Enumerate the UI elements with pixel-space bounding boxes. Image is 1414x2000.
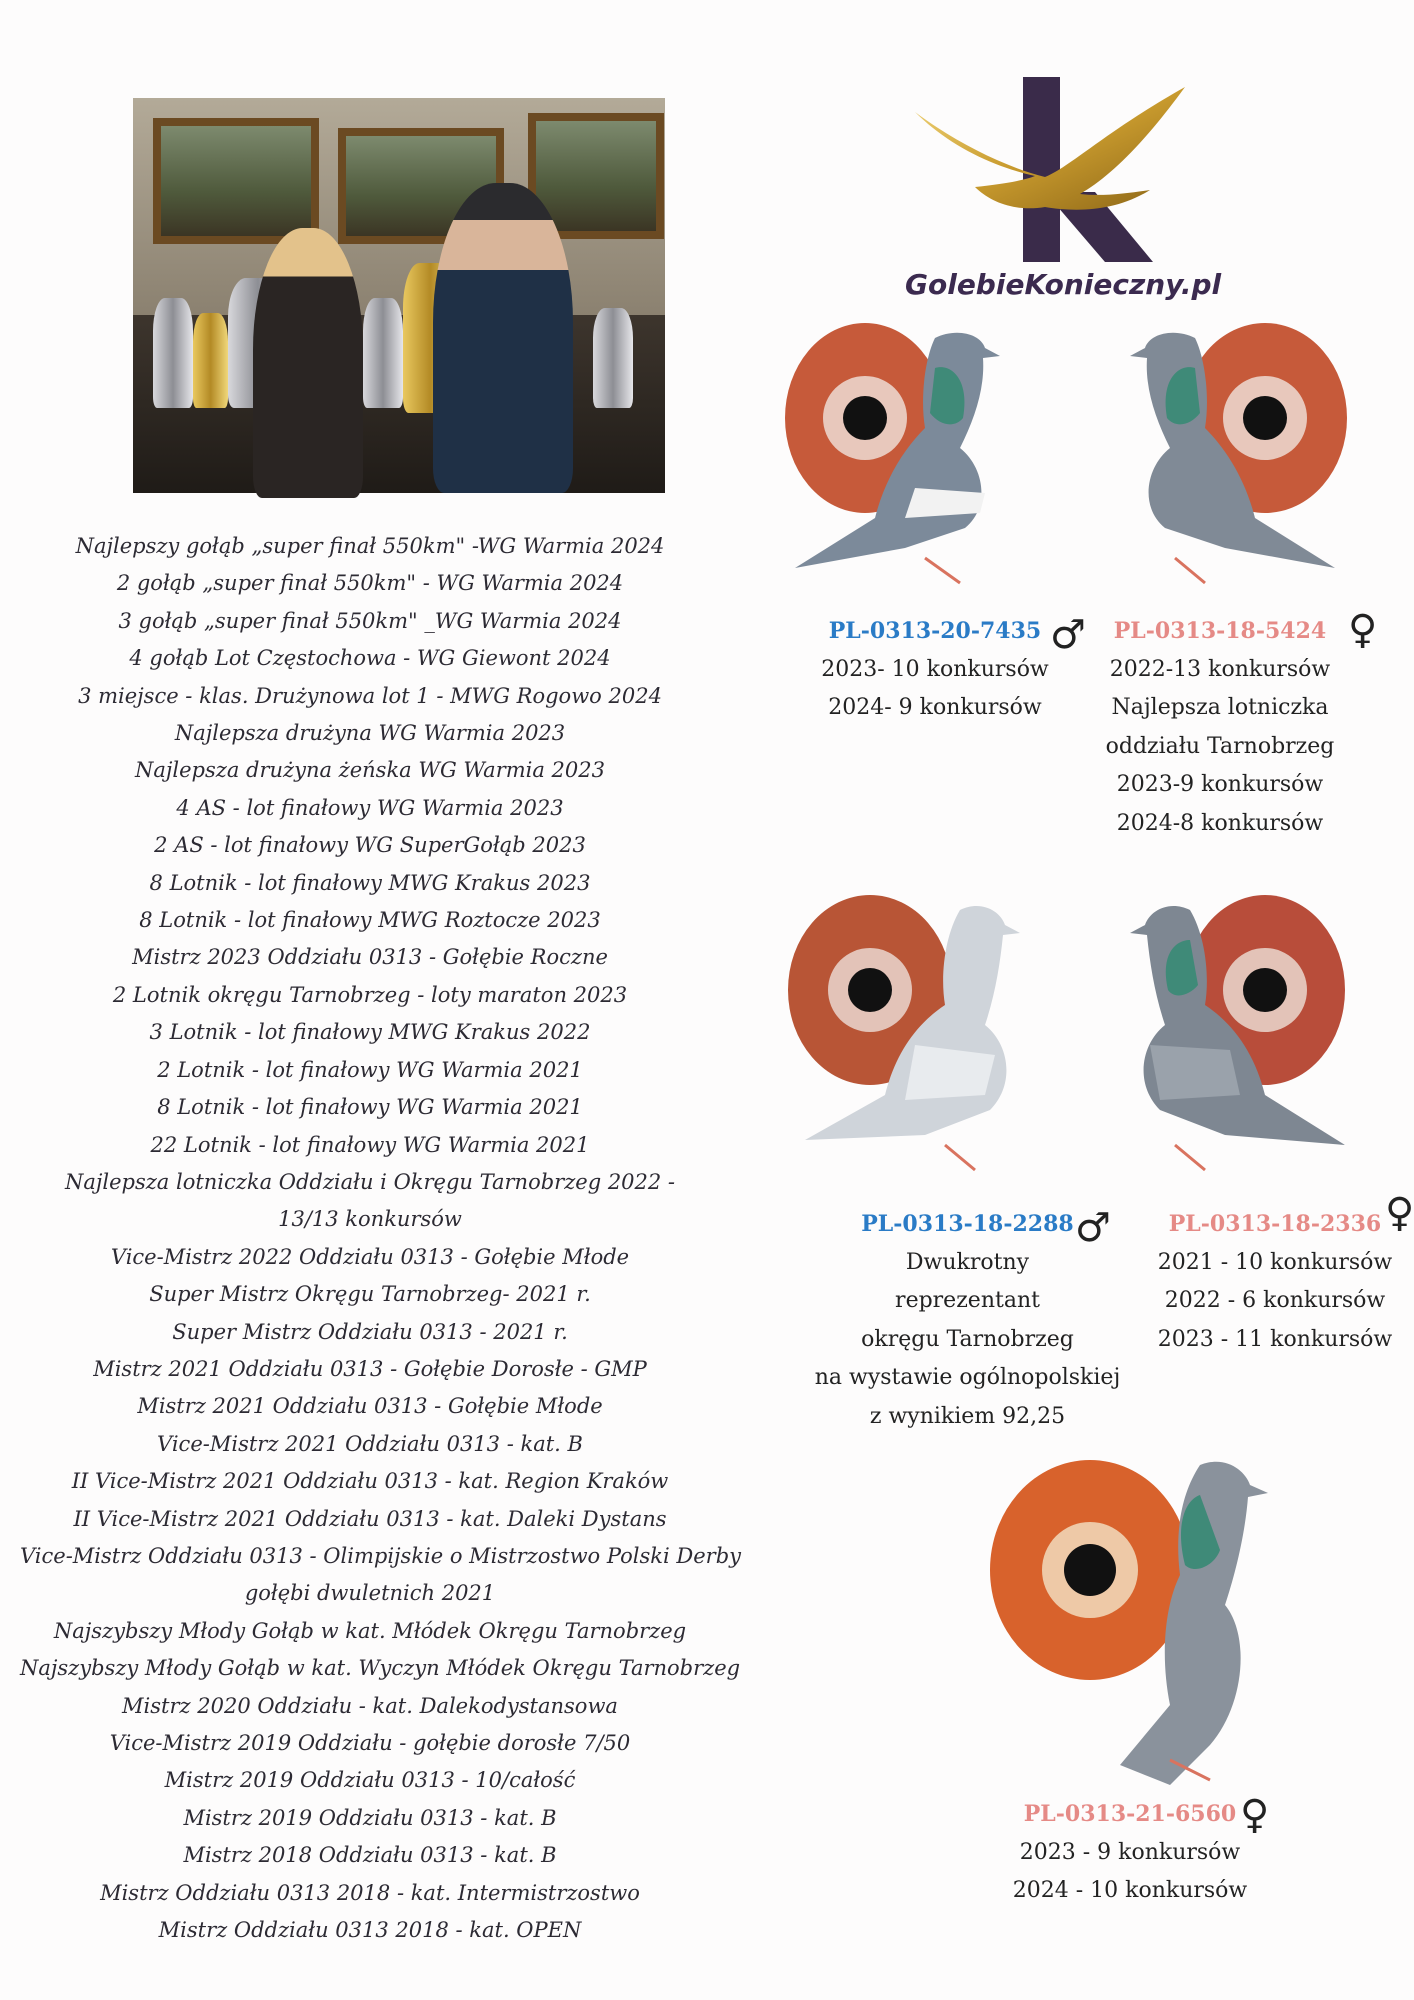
pigeon-result-line: oddziału Tarnobrzeg <box>1105 733 1335 759</box>
ring-number: PL-0313-18-2336 <box>1168 1211 1382 1237</box>
pigeon-card <box>800 612 1070 728</box>
ring-number: PL-0313-20-7435 <box>828 618 1042 644</box>
achievement-line: Najlepszy gołąb „super finał 550km" -WG Warmia 2024 <box>75 534 665 558</box>
pigeon-card <box>1145 1205 1405 1359</box>
pigeon-result-line: z wynikiem 92,25 <box>869 1403 1066 1429</box>
achievement-line: 2 Lotnik - lot finałowy WG Warmia 2021 <box>157 1057 583 1082</box>
achievement-line: Najlepsza lotniczka Oddziału i Okręgu Tarnobrzeg 2022 - <box>64 1169 676 1194</box>
achievement-line: Super Mistrz Oddziału 0313 - 2021 r. <box>172 1319 568 1344</box>
logo-text: GolebieKonieczny.pl <box>905 268 1222 301</box>
achievement-line: 22 Lotnik - lot finałowy WG Warmia 2021 <box>150 1132 590 1157</box>
pigeon-result-line: 2022-13 konkursów <box>1109 656 1331 682</box>
achievement-line: 3 Lotnik - lot finałowy MWG Krakus 2022 <box>149 1020 591 1045</box>
ring-number: PL-0313-18-5424 <box>1113 618 1327 644</box>
male-symbol-icon: ♂ <box>1075 1205 1111 1251</box>
achievement-line: 2 Lotnik okręgu Tarnobrzeg - loty maraton 2023 <box>112 982 628 1007</box>
pigeon-result-line: 2024 - 10 konkursów <box>1012 1878 1248 1903</box>
pigeon-result-line: 2023 - 11 konkursów <box>1157 1326 1393 1352</box>
achievement-line: gołębi dwuletnich 2021 <box>244 1581 496 1606</box>
female-symbol-icon: ♀ <box>1348 607 1378 653</box>
achievement-line: Super Mistrz Okręgu Tarnobrzeg- 2021 r. <box>149 1282 591 1307</box>
pigeon-result-line: 2022 - 6 konkursów <box>1164 1288 1386 1313</box>
achievement-line: 3 gołąb „super finał 550km" _WG Warmia 2024 <box>118 608 622 633</box>
achievement-line: II Vice-Mistrz 2021 Oddziału 0313 - kat. Daleki Dystans <box>73 1506 667 1531</box>
achievement-line: Vice-Mistrz Oddziału 0313 - Olimpijskie o Mistrzostwo Polski Derby <box>20 1543 742 1568</box>
achievement-line: Najlepsza drużyna żeńska WG Warmia 2023 <box>134 758 606 783</box>
achievement-line: Vice-Mistrz 2021 Oddziału 0313 - kat. B <box>157 1431 583 1456</box>
achievement-line: 4 gołąb Lot Częstochowa - WG Giewont 2024 <box>129 646 611 671</box>
achievement-line: 4 AS - lot finałowy WG Warmia 2023 <box>176 795 564 820</box>
pigeon-result-line: 2023- 10 konkursów <box>821 656 1049 682</box>
achievement-line: Mistrz Oddziału 0313 2018 - kat. Intermistrzostwo <box>100 1880 640 1905</box>
achievements-list <box>20 528 742 1949</box>
ring-number: PL-0313-18-2288 <box>861 1211 1074 1237</box>
achievement-line: Najlepsza drużyna WG Warmia 2023 <box>174 721 566 746</box>
achievement-line: Vice-Mistrz 2019 Oddziału - gołębie dorosłe 7/50 <box>109 1731 631 1755</box>
achievement-line: Mistrz 2023 Oddziału 0313 - Gołębie Roczne <box>132 945 608 970</box>
pigeon-result-line: 2021 - 10 konkursów <box>1157 1249 1393 1275</box>
female-symbol-icon: ♀ <box>1385 1190 1414 1236</box>
achievement-line: Mistrz 2020 Oddziału - kat. Dalekodystansowa <box>122 1693 618 1718</box>
achievement-line: 3 miejsce - klas. Drużynowa lot 1 - MWG Rogowo 2024 <box>78 683 662 708</box>
ring-number: PL-0313-21-6560 <box>1023 1801 1237 1827</box>
pigeon-photo-7435 <box>785 318 1055 593</box>
pigeon-photo-2336 <box>1080 895 1350 1180</box>
achievement-line: II Vice-Mistrz 2021 Oddziału 0313 - kat. Region Kraków <box>71 1469 669 1494</box>
pigeon-card <box>1085 612 1355 843</box>
achievement-line: Mistrz 2019 Oddziału 0313 - 10/całość <box>164 1768 576 1793</box>
achievement-line: 2 gołąb „super finał 550km" - WG Warmia 2024 <box>116 571 624 596</box>
pigeon-result-line: 2024- 9 konkursów <box>828 695 1042 720</box>
pigeon-result-line: na wystawie ogólnopolskiej <box>814 1365 1121 1390</box>
achievement-line: Vice-Mistrz 2022 Oddziału 0313 - Gołębie Młode <box>110 1244 630 1269</box>
pigeon-result-line: okręgu Tarnobrzeg <box>861 1326 1074 1352</box>
pigeon-card <box>1000 1795 1260 1911</box>
achievement-line: 8 Lotnik - lot finałowy MWG Roztocze 2023 <box>139 908 601 933</box>
achievement-line: Najszybszy Młody Gołąb w kat. Młódek Okręgu Tarnobrzeg <box>53 1618 687 1643</box>
achievement-line: 8 Lotnik - lot finałowy WG Warmia 2021 <box>157 1095 583 1120</box>
achievement-line: Mistrz 2018 Oddziału 0313 - kat. B <box>183 1843 557 1868</box>
owners-photo <box>133 98 665 493</box>
female-symbol-icon: ♀ <box>1240 1792 1270 1838</box>
achievement-line: Mistrz 2021 Oddziału 0313 - Gołębie Dorosłe - GMP <box>93 1356 647 1381</box>
achievement-line: Mistrz Oddziału 0313 2018 - kat. OPEN <box>158 1918 582 1943</box>
male-symbol-icon: ♂ <box>1050 612 1086 658</box>
pigeon-result-line: 2023-9 konkursów <box>1116 772 1324 797</box>
achievement-line: 8 Lotnik - lot finałowy MWG Krakus 2023 <box>149 870 591 895</box>
achievement-line: 13/13 konkursów <box>278 1207 462 1232</box>
pigeon-result-line: Najlepsza lotniczka <box>1111 695 1329 720</box>
pigeon-result-line: Dwukrotny <box>905 1249 1030 1275</box>
pigeon-result-line: 2023 - 9 konkursów <box>1019 1839 1241 1865</box>
achievement-line: Mistrz 2019 Oddziału 0313 - kat. B <box>183 1805 557 1830</box>
pigeon-result-line: reprezentant <box>895 1288 1040 1313</box>
achievement-line: 2 AS - lot finałowy WG SuperGołąb 2023 <box>154 833 586 858</box>
achievement-line: Mistrz 2021 Oddziału 0313 - Gołębie Młode <box>137 1394 603 1419</box>
achievement-line: Najszybszy Młody Gołąb w kat. Wyczyn Młódek Okręgu Tarnobrzeg <box>20 1656 741 1681</box>
pigeon-result-line: 2024-8 konkursów <box>1116 810 1324 836</box>
pigeon-photo-2288 <box>785 895 1060 1180</box>
pigeon-photo-6560 <box>970 1455 1270 1785</box>
pigeon-photo-5424 <box>1075 318 1350 593</box>
